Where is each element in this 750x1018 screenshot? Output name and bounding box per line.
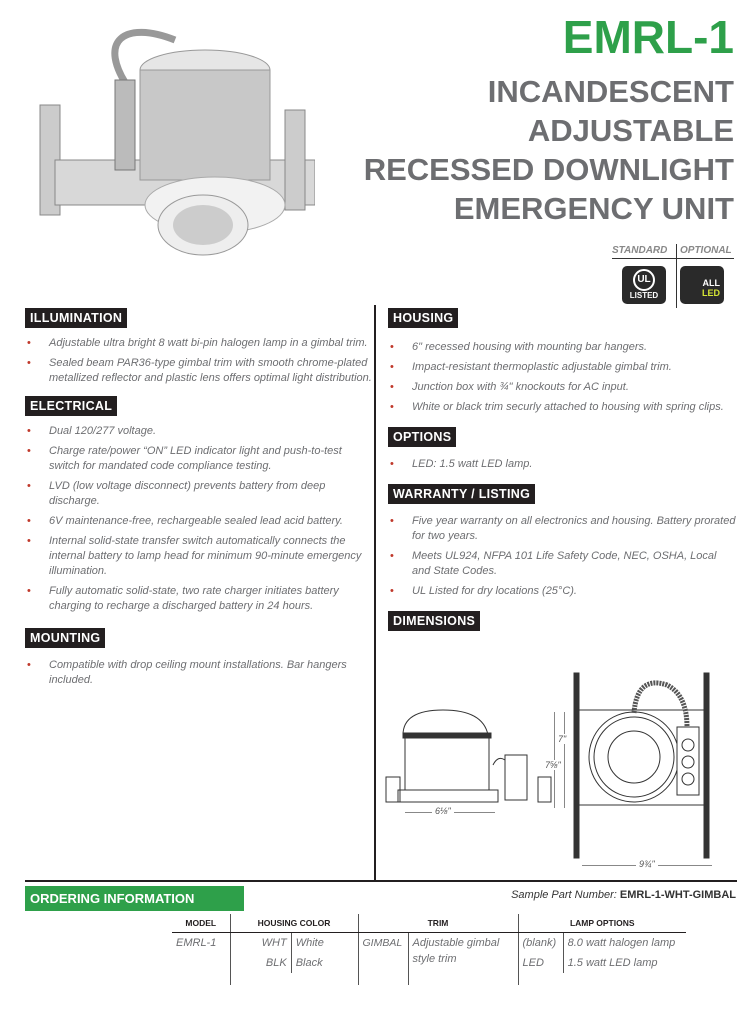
lamp-desc: 8.0 watt halogen lamp	[567, 937, 676, 949]
top-view-drawing	[562, 665, 722, 865]
mounting-heading: MOUNTING	[25, 628, 105, 648]
list-item: • Internal solid-state transfer switch automatically connects the internal battery to lamp head for minimum 90-minute emergency illumination.	[25, 534, 373, 579]
col-header: HOUSING COLOR	[230, 914, 358, 933]
left-column	[25, 308, 373, 698]
lamp-desc: 1.5 watt LED lamp	[567, 957, 658, 969]
ordering-table	[172, 914, 686, 985]
dim-width-top: 9¾"	[636, 859, 658, 869]
list-item: • Compatible with drop ceiling mount installations. Bar hangers included.	[25, 658, 373, 688]
col-header: MODEL	[172, 914, 230, 933]
title-line: RECESSED DOWNLIGHT	[363, 152, 734, 187]
column-divider	[374, 305, 376, 880]
sample-part-number	[511, 889, 736, 901]
list-item: • Impact-resistant thermoplastic adjustable gimbal trim.	[388, 360, 736, 375]
right-column	[388, 308, 736, 631]
list-item: • Charge rate/power “ON” LED indicator light and push-to-test switch for mandated code compliance testing.	[25, 444, 373, 474]
list-item: • Dual 120/277 voltage.	[25, 424, 373, 439]
ul-listed-badge	[622, 266, 666, 304]
ordering-heading: ORDERING INFORMATION	[25, 886, 244, 911]
list-item: • Sealed beam PAR36-type gimbal trim with smooth chrome-plated metallized reflector and plastic lens offers optimal light distribution.	[25, 356, 373, 386]
standard-label: STANDARD	[612, 245, 668, 256]
list-item: • Meets UL924, NFPA 101 Life Safety Code, NEC, OSHA, Local and State Codes.	[388, 549, 736, 579]
list-item: • UL Listed for dry locations (25°C).	[388, 584, 736, 599]
trim-code: GIMBAL	[358, 933, 408, 986]
title-line: EMERGENCY UNIT	[453, 191, 734, 226]
warranty-heading: WARRANTY / LISTING	[388, 484, 535, 504]
ul-logo: UL	[633, 269, 655, 291]
list-item: • Junction box with ¾" knockouts for AC input.	[388, 380, 736, 395]
color-name: White	[295, 937, 324, 949]
options-heading: OPTIONS	[388, 427, 456, 447]
list-item: • Five year warranty on all electronics and housing. Battery prorated for two years.	[388, 514, 736, 544]
illumination-heading: ILLUMINATION	[25, 308, 127, 328]
all-led-badge	[680, 266, 724, 304]
list-item: • White or black trim securly attached to housing with spring clips.	[388, 400, 736, 415]
lamp-code: LED	[518, 953, 563, 973]
list-item: • Adjustable ultra bright 8 watt bi-pin halogen lamp in a gimbal trim.	[25, 336, 373, 351]
product-title	[364, 72, 734, 228]
housing-heading: HOUSING	[388, 308, 458, 328]
section-rule	[25, 880, 737, 882]
dim-height-outer: 7⅝"	[545, 760, 561, 770]
trim-desc: Adjustable gimbal style trim	[412, 937, 500, 965]
led-all-text: ALL	[702, 278, 720, 288]
led-text: LED	[702, 288, 720, 298]
side-view-drawing	[383, 705, 553, 825]
color-code: BLK	[230, 953, 291, 973]
model-cell: EMRL-1	[176, 937, 217, 949]
sample-label: Sample Part Number:	[511, 889, 617, 901]
title-line: ADJUSTABLE	[527, 113, 734, 148]
ul-listed-text: LISTED	[629, 291, 659, 300]
col-header: LAMP OPTIONS	[518, 914, 686, 933]
model-number: EMRL-1	[562, 11, 734, 63]
list-item: • LVD (low voltage disconnect) prevents battery from deep discharge.	[25, 479, 373, 509]
dim-height-inner: 7"	[558, 734, 567, 744]
color-code: WHT	[230, 933, 291, 954]
lamp-code: (blank)	[518, 933, 563, 954]
title-line: INCANDESCENT	[487, 74, 734, 109]
product-photo	[35, 10, 315, 265]
list-item: • 6" recessed housing with mounting bar hangers.	[388, 340, 736, 355]
dimensions-heading: DIMENSIONS	[388, 611, 480, 631]
electrical-heading: ELECTRICAL	[25, 396, 117, 416]
list-item: • LED: 1.5 watt LED lamp.	[388, 457, 736, 472]
list-item: • Fully automatic solid-state, two rate charger initiates battery charging to recharge a discharged battery in 24 hours.	[25, 584, 373, 614]
list-item: • 6V maintenance-free, rechargeable sealed lead acid battery.	[25, 514, 373, 529]
col-header: TRIM	[358, 914, 518, 933]
sample-value: EMRL-1-WHT-GIMBAL	[619, 889, 736, 901]
optional-label: OPTIONAL	[680, 245, 732, 256]
color-name: Black	[295, 957, 323, 969]
dim-width-side: 6⅛"	[432, 806, 454, 816]
